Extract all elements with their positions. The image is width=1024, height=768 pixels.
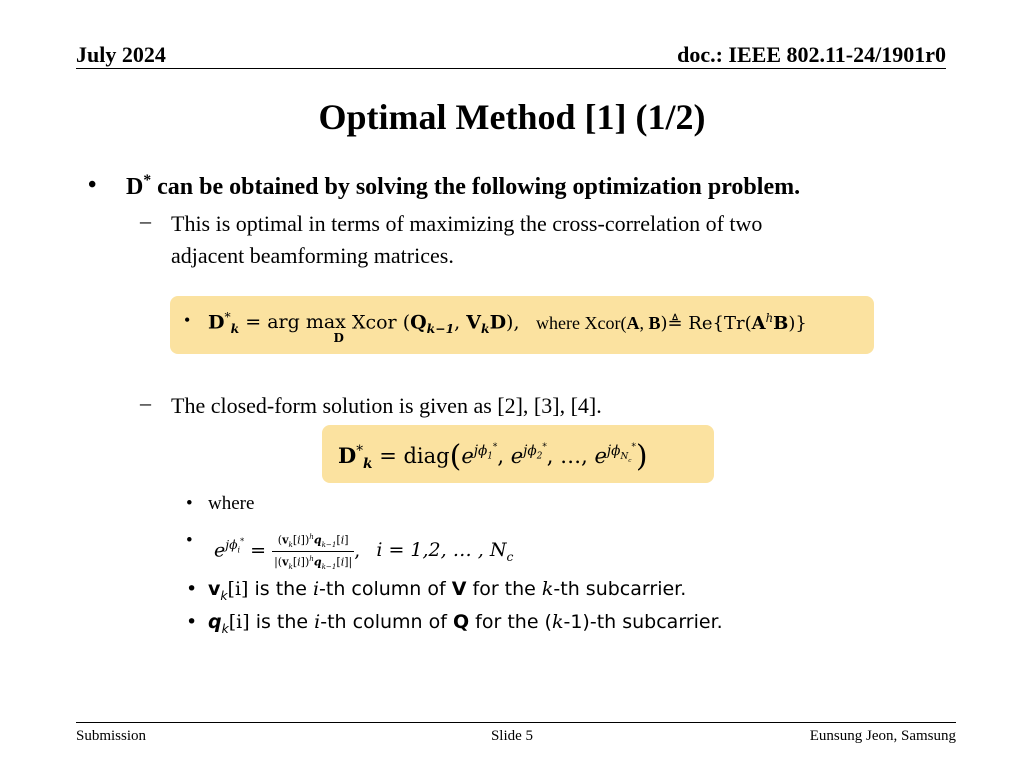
sub-bullet-line-1: This is optimal in terms of maximizing the cross-correlation of two (171, 211, 763, 236)
sub-bullet-line-2: adjacent beamforming matrices. (171, 243, 454, 268)
slide-title: Optimal Method [1] (1/2) (318, 97, 706, 137)
argmax-equation: $D^*_k$ = arg max D Xcor ($Q_{k-1}$, $V_kD$), (208, 310, 520, 346)
small-bullet-dot-icon: • (186, 493, 193, 514)
where-label: where (208, 493, 255, 514)
header-doc-id: doc.: IEEE 802.11-24/1901r0 (677, 42, 946, 67)
header-date: July 2024 (76, 42, 166, 67)
closed-form-text: The closed-form solution is given as [2], [3], [4]. (171, 393, 602, 418)
bullet-where (186, 493, 255, 515)
bullet-phase-formula (186, 530, 514, 571)
bullet-q-definition: • $q_k[i]$ is the i-th column of Q for the (k-1)-th subcarrier. (186, 611, 723, 636)
bullet-dot-icon: • (88, 172, 97, 198)
footer-slide-number: Slide 5 (490, 728, 534, 744)
phase-fraction: $\frac{(v_k[i])^hq_{k-1}[i]}{|(v_k[i])^hq_{k-1}[i]|}$ (274, 532, 353, 571)
footer-divider (76, 722, 956, 723)
xcor-definition: where Xcor(A, B)≜ $Re\{Tr(A^hB)\}$ (536, 311, 807, 334)
footer-author: Eunsung Jeon, Samsung (809, 728, 956, 744)
small-bullet-dot-icon: • (186, 611, 198, 633)
footer-submission: Submission (76, 728, 147, 744)
diag-equation: $D^*_k$ = $diag(e^{j\phi_1^*}$, $e^{j\phi_2^*}$, …, $e^{j\phi_{N_c}^*}$) (338, 439, 648, 474)
dash-icon: – (140, 208, 151, 233)
equation-box-diag (322, 425, 714, 483)
header-divider (76, 68, 946, 69)
bullet-v-definition: • $v_k[i]$ is the i-th column of V for the k-th subcarrier. (186, 578, 687, 603)
main-bullet-text: can be obtained by solving the following optimization problem. (151, 174, 801, 200)
equation-box-argmax (170, 296, 874, 354)
small-bullet-dot-icon: • (184, 310, 191, 330)
symbol-D-star: * (143, 172, 152, 189)
dash-icon: – (140, 390, 151, 415)
small-bullet-dot-icon: • (186, 578, 198, 600)
symbol-D: D (126, 174, 144, 200)
small-bullet-dot-icon: • (186, 530, 193, 551)
phase-formula: $e^{j\phi_i^*}$ = $\frac{(v_k[i])^hq_{k-1}[i]}{|(v_k[i])^hq_{k-1}[i]|}$ , i = 1,2, … , $N_c$ (214, 532, 514, 571)
